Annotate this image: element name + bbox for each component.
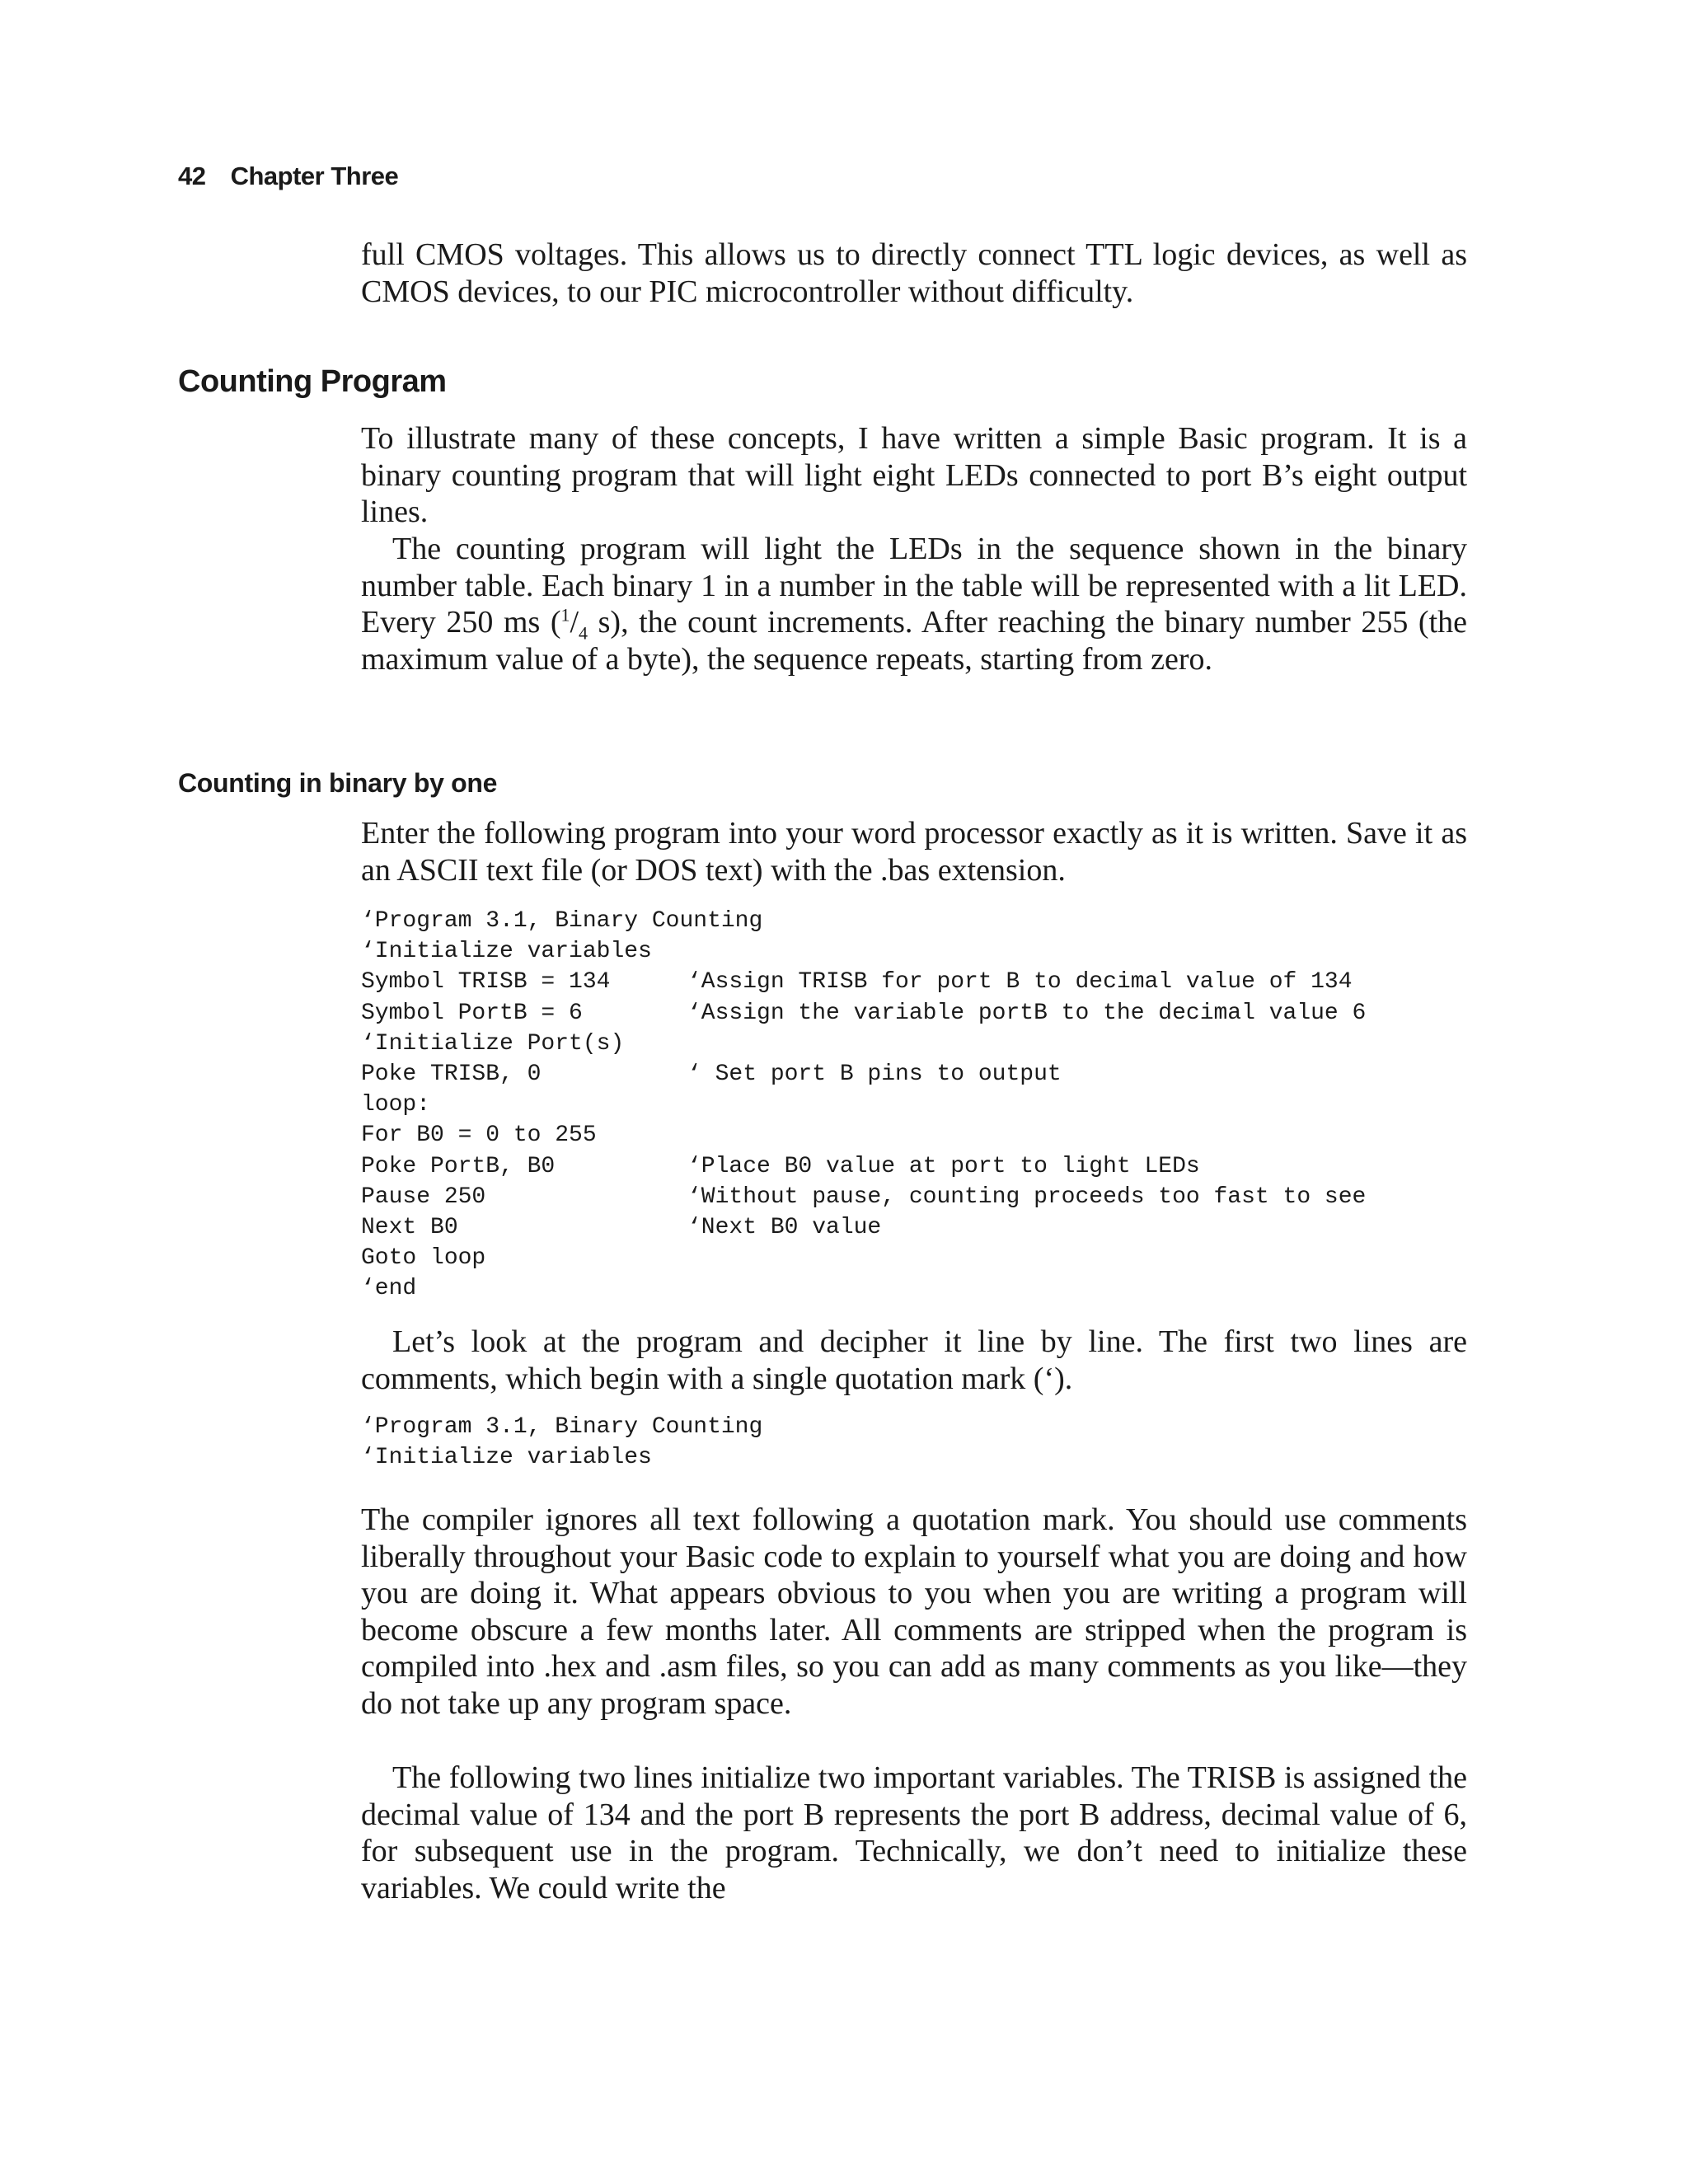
code-line — [361, 1243, 1515, 1273]
code-line — [361, 1273, 1515, 1304]
code-statement: ‘end — [361, 1276, 417, 1302]
code-comment: ‘Next B0 value — [687, 1214, 882, 1240]
code-excerpt — [361, 1412, 1515, 1473]
code-line — [361, 1029, 1515, 1059]
paragraph-initialize-variables: The following two lines initialize two important variables. The TRISB is assigned the decimal value of 134 and the port B represents the port B address, decimal value of 6, for subsequent use in the program. Technically, we don’t need to initialize these variables. We could write the — [361, 1760, 1467, 1905]
code-statement: Next B0 — [361, 1214, 458, 1240]
code-excerpt-line: ‘Initialize variables — [361, 1445, 652, 1471]
paragraph-comments: The compiler ignores all text following a quotation mark. You should use comments liberally throughout your Basic code to explain to yourself what you are doing and how you are doing it. What appears obvious to you when you are writing a program will become obscure a few months later. All comments are stripped when the program is compiled into .hex and .asm files, so you can add as many comments as you like—they do not take up any program space. — [361, 1502, 1467, 1721]
code-line — [361, 1151, 1515, 1182]
paragraph-enter-program: Enter the following program into your word processor exactly as it is written. Save it as an ASCII text file (or DOS text) with the .bas extension. — [361, 816, 1467, 888]
subsection-heading-counting-binary: Counting in binary by one — [178, 768, 498, 798]
paragraph-program-intro: To illustrate many of these concepts, I have written a simple Basic program. It is a binary counting program that will light eight LEDs connected to port B’s eight output lines. — [361, 421, 1467, 530]
code-statement: ‘Program 3.1, Binary Counting — [361, 908, 763, 934]
code-statement: Poke TRISB, 0 — [361, 1061, 542, 1087]
code-line — [361, 936, 1515, 967]
code-line — [361, 1090, 1515, 1120]
paragraph-decipher: Let’s look at the program and decipher it line by line. The first two lines are comments, which begin with a single quotation mark (‘). — [361, 1324, 1467, 1396]
code-line — [361, 1059, 1515, 1090]
code-statement: For B0 = 0 to 255 — [361, 1122, 597, 1149]
paragraph-counting-sequence-part1: The counting program will light the LEDs in the sequence shown in the binary number table. Each binary 1 in a number in the table will be represented with a lit LED. Every 250 ms ( — [361, 532, 1467, 640]
code-statement: Goto loop — [361, 1245, 486, 1272]
code-line — [361, 1182, 1515, 1212]
code-comment: ‘ Set port B pins to output — [687, 1061, 1062, 1087]
code-statement: Poke PortB, B0 — [361, 1153, 556, 1179]
code-line — [361, 906, 1515, 936]
code-statement: ‘Initialize variables — [361, 939, 652, 965]
code-comment: ‘Assign the variable portB to the decimal value 6 — [687, 1000, 1367, 1026]
code-listing — [361, 906, 1515, 1304]
fraction-slash: / — [570, 605, 579, 640]
fraction-denominator: 4 — [579, 622, 588, 644]
code-line — [361, 1212, 1515, 1243]
running-head — [178, 162, 398, 191]
code-line — [361, 998, 1515, 1029]
paragraph-cmos-voltages: full CMOS voltages. This allows us to directly connect TTL logic devices, as well as CMOS devices, to our PIC microcontroller without difficulty. — [361, 237, 1467, 309]
code-line — [361, 1120, 1515, 1151]
section-heading-counting-program: Counting Program — [178, 364, 447, 399]
fraction-numerator: 1 — [560, 604, 570, 626]
code-statement: Symbol PortB = 6 — [361, 1000, 583, 1026]
code-statement: Symbol TRISB = 134 — [361, 969, 611, 996]
paragraph-counting-sequence-part2: s), the count increments. After reaching the binary number 255 (the maximum value of a byte), the sequence repeats, starting from zero. — [361, 605, 1467, 677]
code-comment: ‘Assign TRISB for port B to decimal value of 134 — [687, 969, 1353, 996]
paragraph-counting-sequence — [361, 531, 1467, 677]
code-statement: Pause 250 — [361, 1183, 486, 1210]
chapter-title: Chapter Three — [230, 162, 399, 190]
page-number: 42 — [178, 162, 206, 190]
code-comment: ‘Place B0 value at port to light LEDs — [687, 1153, 1200, 1179]
code-line — [361, 967, 1515, 997]
code-comment: ‘Without pause, counting proceeds too fast to see — [687, 1183, 1367, 1210]
code-statement: ‘Initialize Port(s) — [361, 1030, 625, 1057]
code-statement: loop: — [361, 1092, 431, 1118]
code-excerpt-line: ‘Program 3.1, Binary Counting — [361, 1414, 763, 1440]
